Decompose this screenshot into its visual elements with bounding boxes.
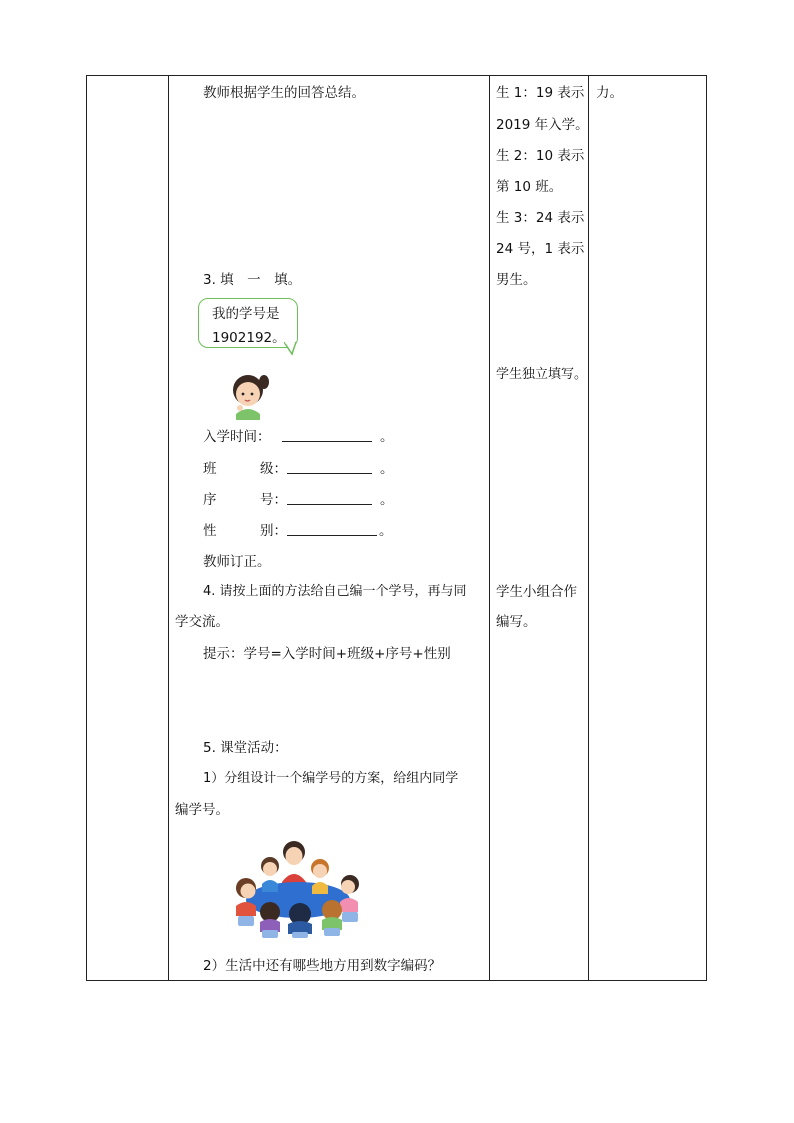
girl-illustration	[226, 370, 276, 420]
task5-1-line-2: 编学号。	[175, 802, 229, 818]
column-divider-2	[489, 75, 490, 981]
student3-line-b: 24 号，1 表示	[496, 241, 585, 257]
period-4: 。	[379, 523, 393, 539]
teacher-correct: 教师订正。	[203, 554, 271, 570]
speech-bubble-tail	[284, 342, 298, 356]
task5-1-line-1: 1）分组设计一个编学号的方案，给组内同学	[203, 771, 459, 786]
student2-line-b: 第 10 班。	[496, 179, 563, 195]
label-class-b: 级：	[260, 461, 287, 477]
label-seq-b: 号：	[260, 492, 287, 508]
teacher-summary: 教师根据学生的回答总结。	[203, 85, 365, 101]
bubble-line-2: 1902192。	[212, 330, 286, 346]
fill-in-title: 3. 填 一 填。	[203, 272, 302, 288]
student-group-b: 编写。	[496, 614, 537, 630]
blank-class[interactable]	[287, 461, 372, 474]
label-seq-a: 序	[203, 492, 217, 508]
blank-gender[interactable]	[287, 523, 377, 536]
hint-text: 提示：学号=入学时间+班级+序号+性别	[203, 646, 451, 662]
student2-line-a: 生 2：10 表示	[496, 148, 585, 164]
lesson-table	[86, 75, 707, 981]
student3-line-a: 生 3：24 表示	[496, 210, 585, 226]
group-activity-illustration	[228, 838, 370, 938]
label-enroll-time: 入学时间：	[203, 429, 271, 445]
task5-2: 2）生活中还有哪些地方用到数字编码？	[203, 958, 442, 974]
label-gender-b: 别：	[260, 523, 287, 539]
column-divider-3	[588, 75, 589, 981]
student1-line-b: 2019 年入学。	[496, 117, 589, 133]
intent-text: 力。	[596, 85, 623, 101]
label-gender-a: 性	[203, 523, 217, 539]
bubble-line-1: 我的学号是	[212, 306, 280, 322]
student3-line-c: 男生。	[496, 272, 537, 288]
period-3: 。	[380, 492, 394, 508]
task4-line-1: 4. 请按上面的方法给自己编一个学号，再与同	[203, 584, 467, 599]
task4-line-2: 学交流。	[175, 614, 229, 630]
column-divider-1	[168, 75, 169, 981]
blank-seq[interactable]	[287, 492, 372, 505]
blank-enroll-time[interactable]	[282, 429, 372, 442]
period-2: 。	[380, 461, 394, 477]
period-1: 。	[380, 429, 394, 445]
student-fill-independent: 学生独立填写。	[496, 367, 588, 382]
task5-title: 5. 课堂活动：	[203, 740, 288, 756]
student-group-a: 学生小组合作	[496, 584, 577, 600]
student1-line-a: 生 1：19 表示	[496, 85, 585, 101]
label-class-a: 班	[203, 461, 217, 477]
